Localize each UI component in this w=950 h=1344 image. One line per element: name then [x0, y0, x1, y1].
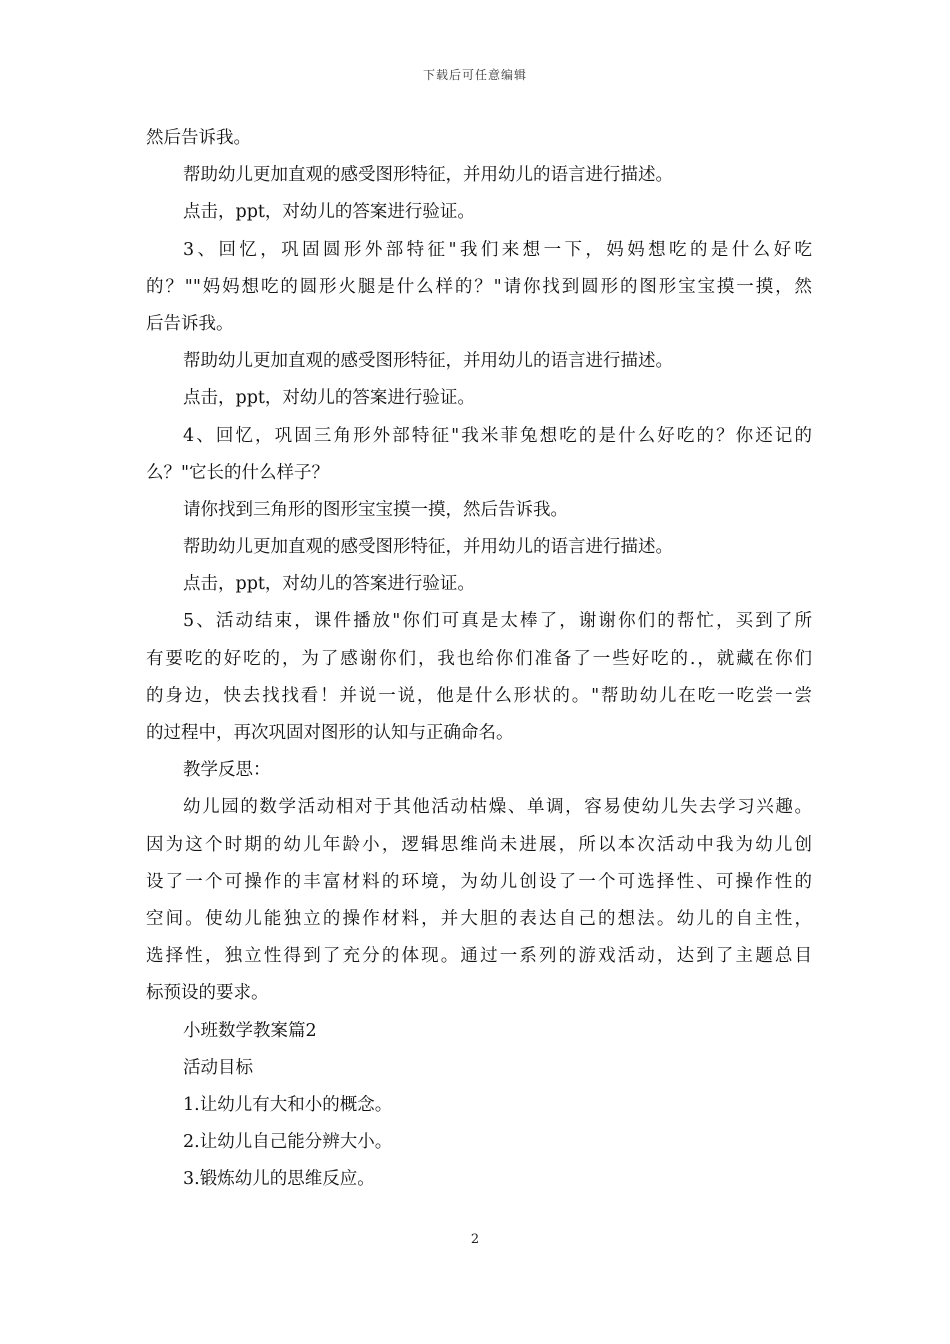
text-line: 的身边，快去找找看！并说一说，他是什么形状的。"帮助幼儿在吃一吃尝一尝 — [146, 685, 812, 706]
text-line: 点击，ppt，对幼儿的答案进行验证。 — [183, 574, 475, 595]
text-line: 小班数学教案篇2 — [183, 1020, 317, 1041]
text-line: 的过程中，再次巩固对图形的认知与正确命名。 — [146, 723, 514, 743]
text-line: 幼儿园的数学活动相对于其他活动枯燥、单调，容易使幼儿失去学习兴趣。 — [183, 797, 812, 818]
text-line: 然后告诉我。 — [146, 128, 251, 148]
page-header: 下载后可任意编辑 — [422, 68, 527, 82]
text-line: 3、回忆，巩固圆形外部特征"我们来想一下，妈妈想吃的是什么好吃 — [183, 239, 812, 260]
text-line: 的？""妈妈想吃的圆形火腿是什么样的？"请你找到圆形的图形宝宝摸一摸，然 — [146, 276, 812, 297]
text-line: 标预设的要求。 — [146, 983, 269, 1004]
text-line: 帮助幼儿更加直观的感受图形特征，并用幼儿的语言进行描述。 — [183, 537, 673, 558]
text-line: 点击，ppt，对幼儿的答案进行验证。 — [183, 388, 475, 409]
text-line: 2.让幼儿自己能分辨大小。 — [183, 1132, 393, 1153]
text-line: 帮助幼儿更加直观的感受图形特征，并用幼儿的语言进行描述。 — [183, 351, 673, 372]
text-line: 3.锻炼幼儿的思维反应。 — [183, 1169, 375, 1190]
text-line: 教学反思： — [183, 760, 271, 781]
text-line: 活动目标 — [183, 1057, 253, 1078]
page-number: 2 — [470, 1232, 480, 1247]
text-line: 5、活动结束，课件播放"你们可真是太棒了，谢谢你们的帮忙，买到了所 — [183, 611, 812, 632]
text-line: 选择性，独立性得到了充分的体现。通过一系列的游戏活动，达到了主题总目 — [146, 946, 812, 967]
text-line: 么？"它长的什么样子？ — [146, 462, 330, 483]
text-line: 因为这个时期的幼儿年龄小，逻辑思维尚未进展，所以本次活动中我为幼儿创 — [146, 834, 812, 855]
document-body — [146, 120, 812, 1198]
text-line: 1.让幼儿有大和小的概念。 — [183, 1094, 393, 1115]
text-line: 设了一个可操作的丰富材料的环境，为幼儿创设了一个可选择性、可操作性的 — [146, 871, 812, 892]
text-line: 后告诉我。 — [146, 313, 234, 334]
text-line: 点击，ppt，对幼儿的答案进行验证。 — [183, 202, 475, 223]
text-line: 4、回忆，巩固三角形外部特征"我米菲兔想吃的是什么好吃的？你还记的 — [183, 425, 812, 446]
text-line: 帮助幼儿更加直观的感受图形特征，并用幼儿的语言进行描述。 — [183, 165, 673, 186]
text-line: 请你找到三角形的图形宝宝摸一摸，然后告诉我。 — [183, 499, 568, 520]
text-line: 空间。使幼儿能独立的操作材料，并大胆的表达自己的想法。幼儿的自主性， — [146, 908, 812, 929]
text-line: 有要吃的好吃的，为了感谢你们，我也给你们准备了一些好吃的.，就藏在你们 — [146, 648, 812, 669]
